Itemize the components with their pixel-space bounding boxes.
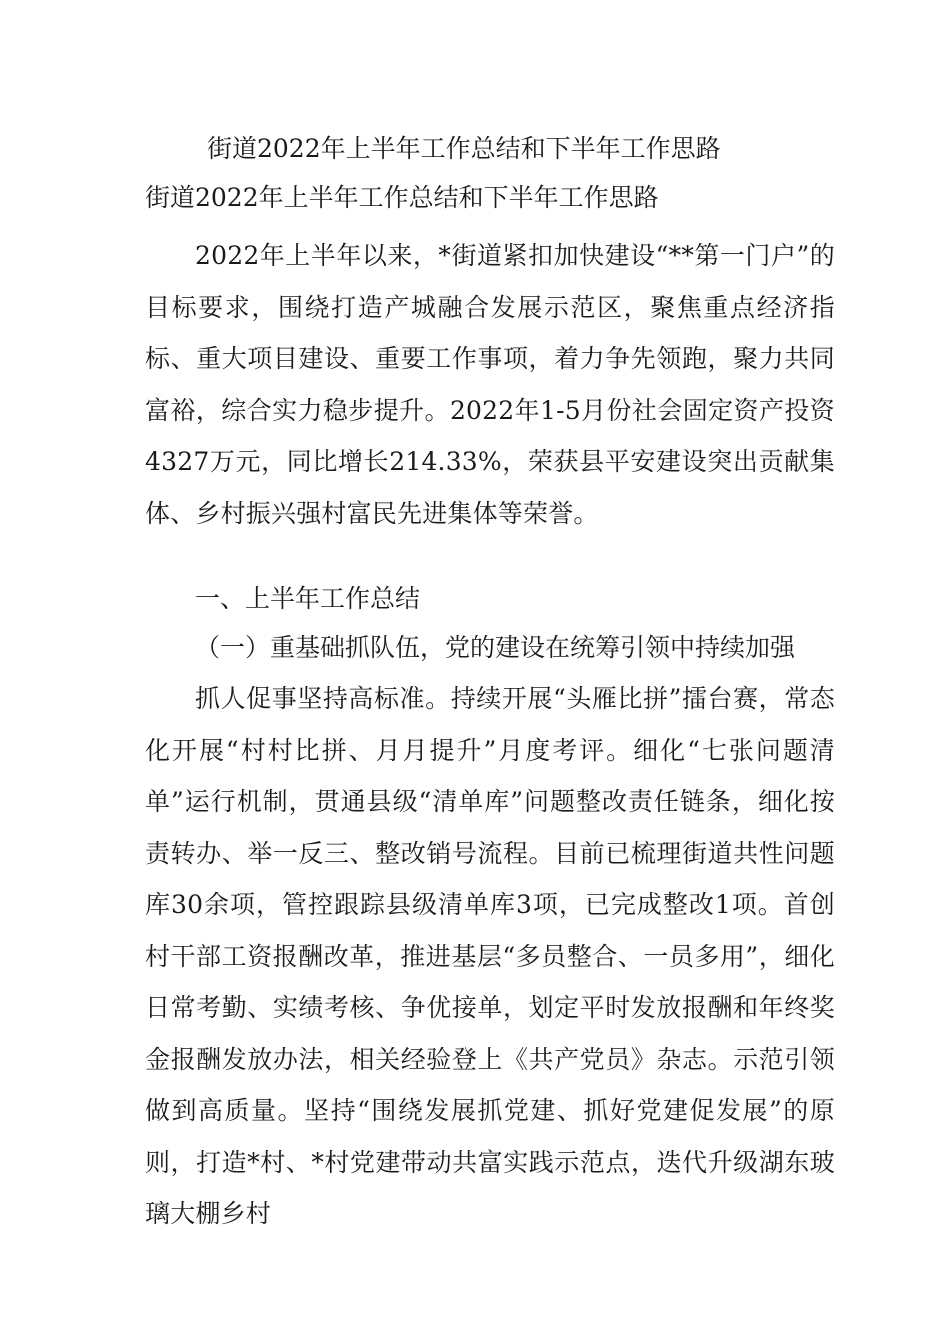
document-title-repeated: 街道2022年上半年工作总结和下半年工作思路 xyxy=(145,183,659,212)
body-paragraph: 抓人促事坚持高标准。持续开展“头雁比拼”擂台赛，常态化开展“村村比拼、月月提升”月度考评。细化“七张问题清单”运行机制，贯通县级“清单库”问题整改责任链条，细化按责转办、举一反三、整改销号流程。目前已梳理街道共性问题库30余项，管控跟踪县级清单库3项，已完成整改1项。首创村干部工资报酬改革，推进基层“多员整合、一员多用”，细化日常考勤、实绩考核、争优接单，划定平时发放报酬和年终奖金报酬发放办法，相关经验登上《共产党员》杂志。示范引领做到高质量。坚持“围绕发展抓党建、抓好党建促发展”的原则，打造*村、*村党建带动共富实践示范点，迭代升级湖东玻璃大棚乡村 xyxy=(145,684,835,1228)
intro-paragraph: 2022年上半年以来，*街道紧扣加快建设“**第一门户”的目标要求，围绕打造产城融合发展示范区，聚焦重点经济指标、重大项目建设、重要工作事项，着力争先领跑，聚力共同富裕，综合实力稳步提升。2022年1-5月份社会固定资产投资4327万元，同比增长214.33%，荣获县平安建设突出贡献集体、乡村振兴强村富民先进集体等荣誉。 xyxy=(145,241,835,528)
subsection-heading: （一）重基础抓队伍，党的建设在统筹引领中持续加强 xyxy=(195,633,796,662)
section-heading: 一、上半年工作总结 xyxy=(195,584,421,613)
document-title: 街道2022年上半年工作总结和下半年工作思路 xyxy=(207,134,721,163)
